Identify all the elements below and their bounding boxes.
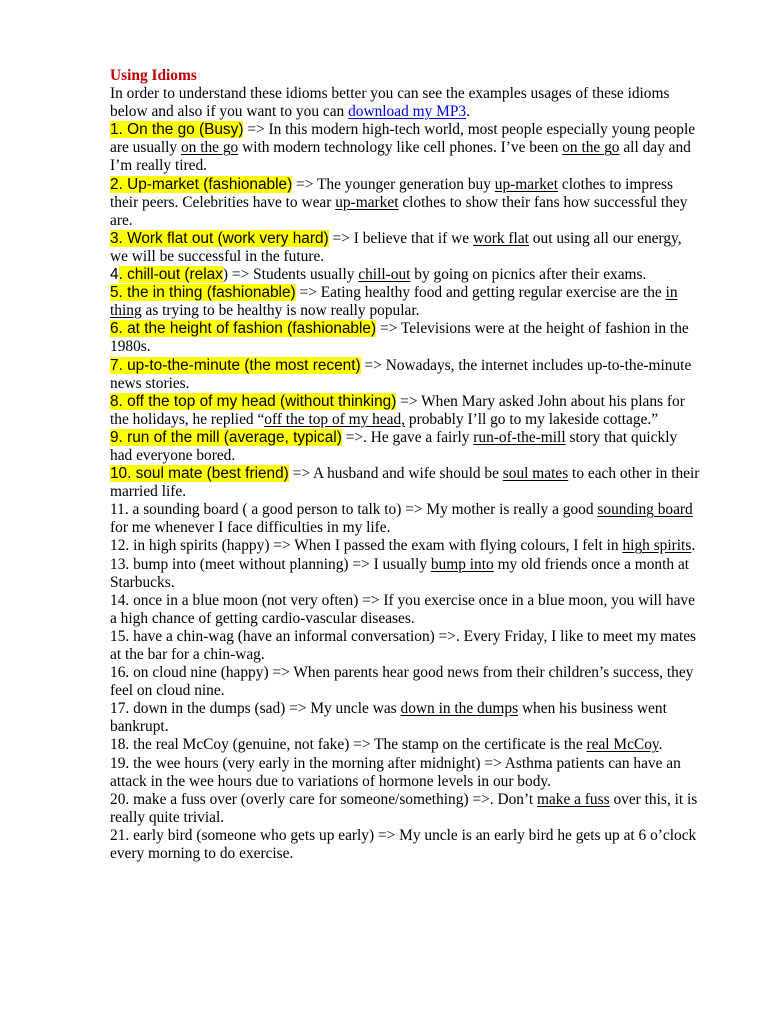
idiom-text: to each other in their married life. (110, 465, 700, 501)
idiom-text: probably I’ll go to my lakeside cottage.” (405, 410, 659, 428)
idiom-text: => I believe that if we (328, 229, 473, 247)
idiom-item (110, 501, 700, 537)
idiom-item (110, 284, 700, 320)
idiom-number: 4 (110, 266, 119, 284)
idiom-item (110, 176, 700, 230)
idiom-term-highlight: . chill-out (relax (118, 266, 223, 284)
idiom-text: 13. bump into (meet without planning) => I usually (110, 555, 431, 573)
idiom-underlined-phrase: up-market (335, 193, 399, 211)
idiom-item (110, 357, 700, 393)
idiom-text: 11. a sounding board ( a good person to talk to) => My mother is really a good (110, 501, 598, 519)
idiom-text: 17. down in the dumps (sad) => My uncle was (110, 700, 401, 718)
idiom-text: with modern technology like cell phones. I’ve been (238, 139, 563, 157)
idiom-underlined-phrase: work flat (472, 229, 529, 247)
idiom-underlined-phrase: off the top of my head, (264, 410, 406, 428)
idiom-text: 19. the wee hours (very early in the morning after midnight) => Asthma patients can have an attack in the wee hours due to variations of hormone levels in our body. (110, 754, 681, 790)
idiom-item (110, 755, 700, 791)
idiom-item (110, 393, 700, 429)
document-page (110, 67, 700, 863)
idiom-term-highlight: 7. up-to-the-minute (the most recent) (110, 356, 361, 374)
idiom-item (110, 664, 700, 700)
idiom-text: clothes to impress their peers. Celebrities have to wear (110, 175, 674, 211)
idiom-text: 14. once in a blue moon (not very often) => If you exercise once in a blue moon, you will have a high chance of getting cardio-vascular diseases. (110, 591, 695, 627)
idiom-underlined-phrase: real McCoy (586, 736, 659, 754)
idiom-underlined-phrase: in thing (110, 284, 678, 320)
idiom-item (110, 230, 700, 266)
intro-end: . (466, 103, 470, 121)
idiom-text: => The younger generation buy (292, 175, 495, 193)
idiom-text: when his business went bankrupt. (110, 700, 667, 736)
idiom-list (110, 121, 700, 863)
idiom-text: as trying to be healthy is now really popular. (141, 302, 420, 320)
idiom-text: => Televisions were at the height of fashion in the 1980s. (110, 320, 689, 356)
idiom-underlined-phrase: on the go (562, 139, 620, 157)
idiom-underlined-phrase: chill-out (358, 266, 411, 284)
idiom-term-highlight: 2. Up-market (fashionable) (110, 175, 293, 193)
idiom-text: => Nowadays, the internet includes up-to-the-minute news stories. (110, 356, 692, 392)
idiom-text: out using all our energy, we will be successful in the future. (110, 229, 682, 265)
idiom-underlined-phrase: soul mates (502, 465, 569, 483)
intro-paragraph (110, 85, 700, 121)
idiom-underlined-phrase: up-market (494, 175, 559, 193)
idiom-item (110, 827, 700, 863)
idiom-text: clothes to show their fans how successful they are. (110, 193, 688, 229)
idiom-text: 16. on cloud nine (happy) => When parents hear good news from their children’s success, they feel on cloud nine. (110, 664, 694, 700)
idiom-text: 21. early bird (someone who gets up early) => My uncle is an early bird he gets up at 6 o’clock every morning to do exercise. (110, 826, 697, 863)
idiom-text: 18. the real McCoy (genuine, not fake) => The stamp on the certificate is the (110, 736, 587, 754)
idiom-term-highlight: 8. off the top of my head (without thinking) (110, 392, 397, 410)
idiom-item (110, 628, 700, 664)
idiom-underlined-phrase: high spirits (622, 537, 692, 555)
idiom-item (110, 791, 700, 827)
idiom-item (110, 266, 700, 284)
idiom-item (110, 736, 700, 754)
intro-text: In order to understand these idioms better you can see the examples usages of these idioms below and also if you want to you can (110, 85, 670, 121)
idiom-text: 12. in high spirits (happy) => When I passed the exam with flying colours, I felt in (110, 537, 623, 555)
idiom-item (110, 556, 700, 592)
idiom-item (110, 465, 700, 501)
idiom-term-highlight: 3. Work flat out (work very hard) (110, 229, 329, 247)
idiom-text: 20. make a fuss over (overly care for someone/something) =>. Don’t (110, 790, 537, 808)
idiom-text: over this, it is really quite trivial. (110, 790, 698, 826)
idiom-item (110, 320, 700, 356)
idiom-underlined-phrase: bump into (430, 555, 494, 573)
idiom-text: . (691, 537, 696, 555)
idiom-text: . (658, 736, 663, 754)
idiom-term-highlight: 9. run of the mill (average, typical) (110, 428, 342, 446)
idiom-text: story that quickly had everyone bored. (110, 428, 678, 464)
idiom-underlined-phrase: sounding board (597, 501, 693, 519)
idiom-term-highlight: 10. soul mate (best friend) (110, 465, 289, 483)
idiom-underlined-phrase: run-of-the-mill (473, 428, 566, 446)
idiom-item (110, 537, 700, 555)
idiom-text: by going on picnics after their exams. (410, 266, 647, 284)
idiom-underlined-phrase: down in the dumps (400, 700, 519, 718)
idiom-text: =>. He gave a fairly (341, 428, 474, 446)
idiom-text: => Eating healthy food and getting regular exercise are the (295, 284, 666, 302)
idiom-item (110, 121, 700, 175)
idiom-text: ) => Students usually (222, 266, 359, 284)
idiom-text: all day and I’m really tired. (110, 139, 691, 175)
idiom-term-highlight: 1. On the go (Busy) (110, 121, 244, 139)
idiom-item (110, 700, 700, 736)
idiom-text: => When Mary asked John about his plans for the holidays, he replied “ (110, 392, 685, 428)
idiom-text: for me whenever I face difficulties in my life. (110, 519, 391, 537)
idiom-underlined-phrase: on the go (180, 139, 239, 157)
idiom-item (110, 592, 700, 628)
idiom-text: my old friends once a month at Starbucks. (110, 555, 690, 591)
idiom-item (110, 429, 700, 465)
idiom-text: => A husband and wife should be (288, 465, 503, 483)
idiom-term-highlight: 6. at the height of fashion (fashionable) (110, 320, 377, 338)
document-title: Using Idioms (110, 67, 197, 84)
idiom-term-highlight: 5. the in thing (fashionable) (110, 284, 296, 302)
download-mp3-link[interactable]: download my MP3 (348, 103, 467, 121)
idiom-text: 15. have a chin-wag (have an informal conversation) =>. Every Friday, I like to meet my mates at the bar for a chin-wag. (110, 627, 697, 663)
idiom-underlined-phrase: make a fuss (536, 790, 610, 808)
idiom-text: => In this modern high-tech world, most people especially young people are usually (110, 121, 696, 157)
